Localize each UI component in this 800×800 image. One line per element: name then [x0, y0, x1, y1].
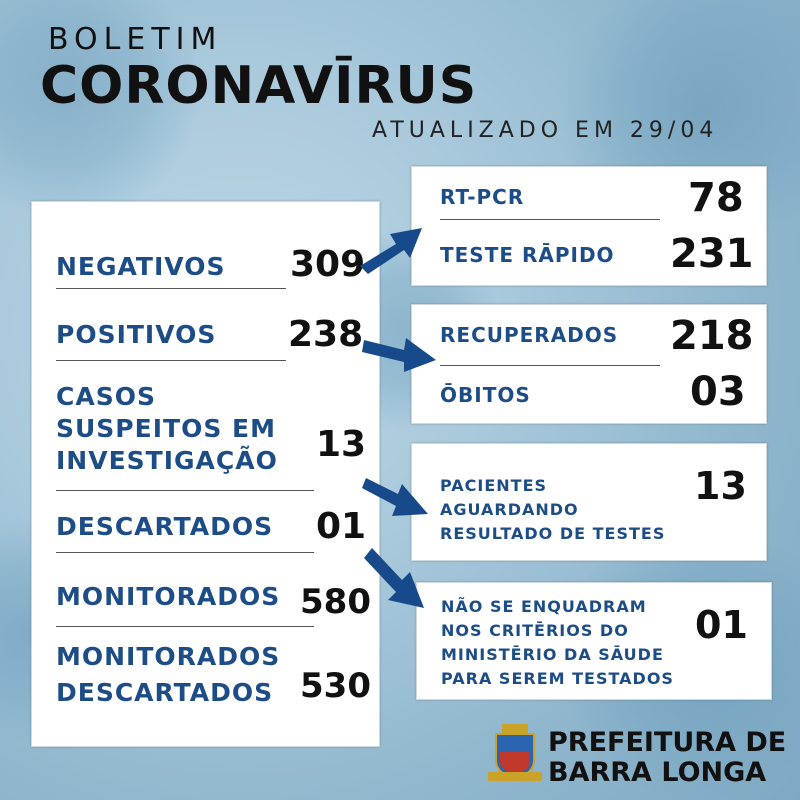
arrow-descartados-icon: [362, 546, 432, 612]
recuperados-value: 218: [670, 313, 754, 359]
suspeitos-value: 13: [316, 424, 367, 465]
criteria-label-4: PARA SEREM TESTADOS: [441, 669, 674, 688]
monitorados-value: 580: [300, 582, 371, 622]
teste-rapido-value: 231: [670, 231, 754, 277]
descartados-label: DESCARTADOS: [56, 512, 274, 541]
title-boletim: BOLETIM: [48, 22, 223, 57]
awaiting-value: 13: [694, 464, 747, 508]
criteria-value: 01: [695, 603, 748, 647]
monitorados-descartados-label-2: DESCARTADOS: [56, 678, 274, 707]
arrow-negativos-icon: [356, 218, 426, 278]
suspeitos-label-1: CASOS: [56, 382, 156, 411]
separator: [56, 626, 314, 627]
monitorados-label: MONITORADOS: [56, 582, 281, 611]
recuperados-label: RECUPERADOS: [440, 323, 619, 347]
monitorados-descartados-label-1: MONITORADOS: [56, 642, 281, 671]
title-coronavirus: CORONAVĪRUS: [40, 56, 478, 116]
separator: [56, 552, 314, 553]
awaiting-card: [411, 443, 767, 561]
rtpcr-label: RT-PCR: [440, 185, 525, 209]
arrow-suspeitos-icon: [362, 468, 432, 522]
positivos-value: 238: [288, 314, 364, 355]
rtpcr-value: 78: [688, 175, 744, 221]
positivos-label: POSITIVOS: [56, 320, 217, 349]
criteria-card: [416, 582, 772, 700]
negativos-label: NEGATIVOS: [56, 252, 226, 281]
footer-line-2: BARRA LONGA: [548, 757, 767, 788]
suspeitos-label-2: SUSPEITOS EM: [56, 414, 276, 443]
awaiting-label-2: AGUARDANDO: [440, 500, 579, 519]
separator: [440, 219, 660, 220]
awaiting-label-3: RESULTADO DE TESTES: [440, 524, 666, 543]
tests-card: [411, 166, 767, 286]
municipal-crest-icon: [486, 722, 544, 784]
main-stats-card: [31, 201, 380, 747]
suspeitos-label-3: INVESTIGAÇÃO: [56, 446, 278, 475]
negativos-value: 309: [290, 244, 366, 285]
monitorados-descartados-value: 530: [300, 666, 371, 706]
descartados-value: 01: [316, 506, 367, 547]
obitos-value: 03: [690, 369, 746, 415]
updated-date: ATUALIZADO EM 29/04: [372, 118, 719, 143]
footer-prefeitura: [548, 728, 786, 788]
separator: [440, 365, 660, 366]
teste-rapido-label: TESTE RĀPIDO: [440, 243, 615, 267]
separator: [56, 490, 314, 491]
footer-line-1: PREFEITURA DE: [548, 727, 787, 758]
criteria-label-2: NOS CRITĒRIOS DO: [441, 621, 629, 640]
arrow-positivos-icon: [360, 326, 440, 376]
awaiting-label-1: PACIENTES: [440, 476, 548, 495]
criteria-label-1: NÃO SE ENQUADRAM: [441, 597, 647, 616]
separator: [56, 288, 286, 289]
criteria-label-3: MINISTĒRIO DA SĀUDE: [441, 645, 664, 664]
outcomes-card: [411, 304, 767, 424]
obitos-label: ŌBITOS: [440, 383, 531, 407]
separator: [56, 360, 286, 361]
